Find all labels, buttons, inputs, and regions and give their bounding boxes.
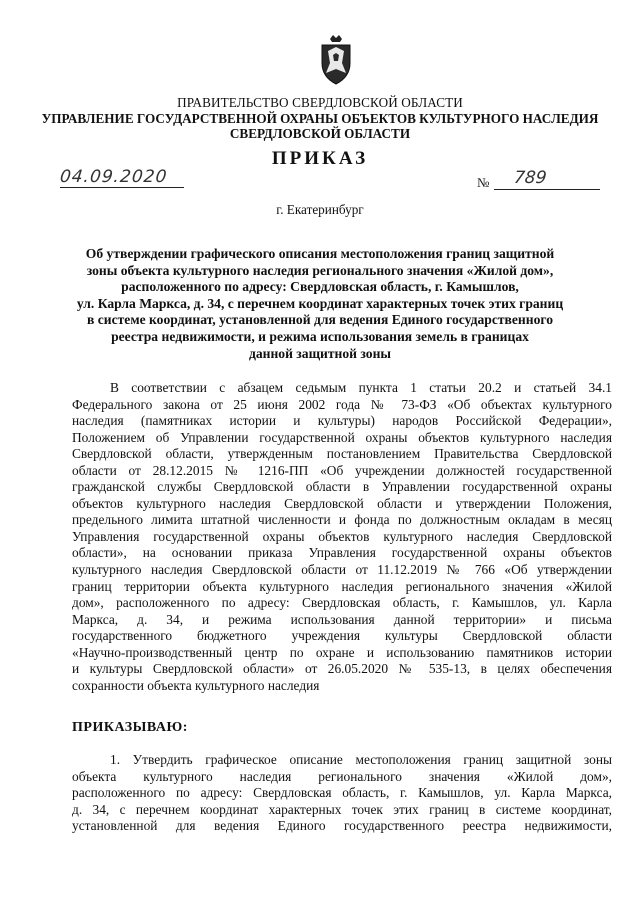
text-line: Управления государственной охраны объектов культурного наследия Свердловской bbox=[72, 528, 612, 544]
text-line: Положением об Управлении государственной охраны объектов культурного наследия bbox=[72, 429, 612, 445]
document-type: ПРИКАЗ bbox=[271, 148, 369, 169]
city: г. Екатеринбург bbox=[276, 202, 364, 217]
text-line: Свердловской области, утвержденным постановлением Правительства Свердловской bbox=[72, 446, 612, 462]
text-line: области», на основании приказа Управления государственной охраны объектов bbox=[72, 545, 612, 561]
text-line: В соответствии с абзацем седьмым пункта 1 статьи 20.2 и статьей 34.1 bbox=[110, 380, 612, 395]
text-line: государственного бюджетного учреждения культуры Свердловской области bbox=[72, 628, 612, 644]
text-line: сохранности объекта культурного наследия bbox=[72, 677, 320, 693]
subject-line: зоны объекта культурного наследия регионального значения «Жилой дом», bbox=[86, 262, 554, 278]
text-line: Федерального закона от 25 июня 2002 года № 73-ФЗ «Об объектах культурного bbox=[72, 396, 612, 412]
subject-line: расположенного по адресу: Свердловская область, г. Камышлов, bbox=[121, 279, 519, 295]
number-label: № bbox=[477, 175, 490, 190]
department-line-2: СВЕРДЛОВСКОЙ ОБЛАСТИ bbox=[229, 126, 411, 141]
text-line: наследия (памятниках истории и культуры) народов Российской Федерации», bbox=[72, 413, 612, 429]
text-line: «Научно-производственный центр по охране и использованию памятников истории bbox=[72, 644, 612, 660]
government-name: ПРАВИТЕЛЬСТВО СВЕРДЛОВСКОЙ ОБЛАСТИ bbox=[177, 95, 463, 110]
text-line: и культуры Свердловской области» от 26.05.2020 № 535-13, в целях обеспечения bbox=[72, 661, 612, 677]
subject-line: в системе координат, установленной для ведения Единого государственного bbox=[86, 312, 553, 328]
subject-line: реестра недвижимости, и режима использования земель в границах bbox=[111, 328, 529, 344]
subject-line: Об утверждении графического описания местоположения границ защитной bbox=[85, 246, 555, 261]
text-line: культурного наследия Свердловской области от 11.12.2019 № 766 «Об утверждении bbox=[72, 562, 612, 578]
text-line: объектов культурного наследия Свердловской области и утверждении Положения, bbox=[72, 495, 612, 511]
number-underline bbox=[494, 189, 600, 190]
text-line: д. 34, с перечнем координат характерных точек этих границ в системе координат, bbox=[72, 801, 612, 817]
preamble-paragraph bbox=[72, 380, 612, 694]
order-item-1 bbox=[72, 752, 612, 835]
text-line: предельного лимита штатной численности и фонда по должностным окладам в месяц bbox=[72, 512, 612, 528]
order-subject bbox=[0, 246, 640, 362]
coat-of-arms-icon bbox=[316, 33, 356, 85]
department-name bbox=[0, 111, 640, 141]
text-line: расположенного по адресу: Свердловская область, г. Камышлов, ул. Карла Маркса, bbox=[72, 785, 612, 801]
text-line: гражданской службы Свердловской области в Управлении государственной охраны bbox=[72, 479, 612, 495]
order-date: 04.09.2020 bbox=[58, 167, 169, 187]
department-line-1: УПРАВЛЕНИЕ ГОСУДАРСТВЕННОЙ ОХРАНЫ ОБЪЕКТОВ КУЛЬТУРНОГО НАСЛЕДИЯ bbox=[41, 111, 599, 126]
text-line: объекта культурного наследия регионального значения «Жилой дом», bbox=[72, 768, 612, 784]
subject-line: данной защитной зоны bbox=[248, 345, 392, 361]
text-line: границ территории объекта культурного наследия регионального значения «Жилой bbox=[72, 578, 612, 594]
subject-line: ул. Карла Маркса, д. 34, с перечнем координат характерных точек этих границ bbox=[76, 295, 564, 311]
text-line: установленной для ведения Единого государственного реестра недвижимости, bbox=[72, 818, 612, 834]
order-directive: ПРИКАЗЫВАЮ: bbox=[72, 720, 188, 735]
order-number: 789 bbox=[512, 168, 548, 188]
text-line: 1. Утвердить графическое описание местоположения границ защитной зоны bbox=[110, 752, 612, 767]
text-line: дом», расположенного по адресу: Свердловская область, г. Камышлов, ул. Карла bbox=[72, 595, 612, 611]
date-underline bbox=[60, 187, 184, 188]
text-line: Маркса, д. 34, и режима использования данной территории» и письма bbox=[72, 611, 612, 627]
text-line: области от 28.12.2015 № 1216-ПП «Об учреждении должностей государственной bbox=[72, 462, 612, 478]
